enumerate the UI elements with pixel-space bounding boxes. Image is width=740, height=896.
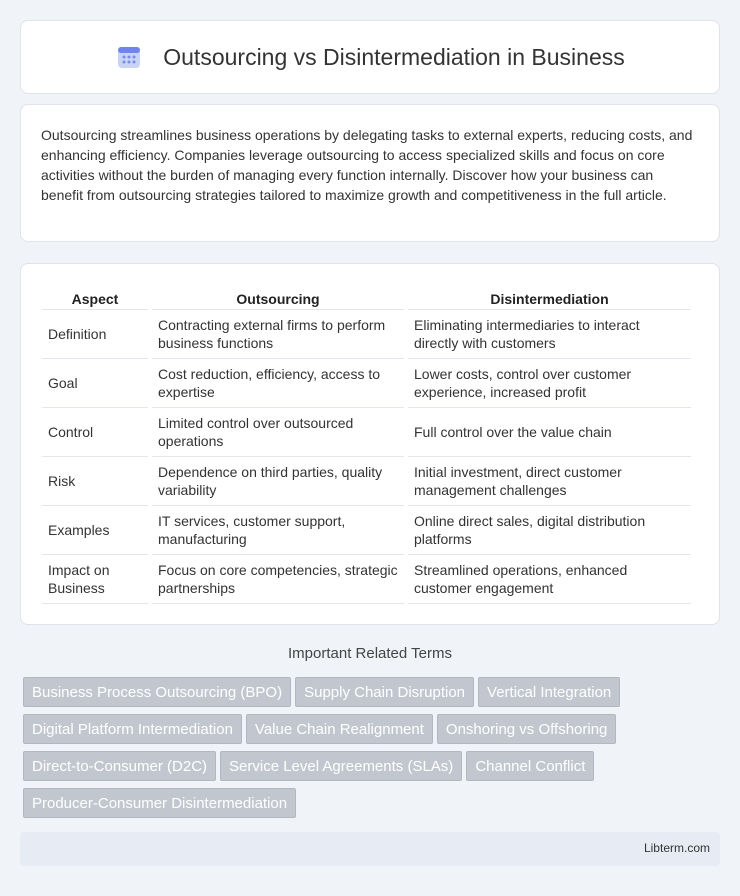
table-row [42, 310, 691, 359]
row-aspect: Goal [42, 359, 148, 408]
row-aspect: Examples [42, 506, 148, 555]
intro-card [20, 104, 720, 242]
calendar-icon [115, 43, 143, 71]
row-outsourcing: Focus on core competencies, strategic partnerships [152, 555, 404, 604]
footer-site-link[interactable]: Libterm.com [643, 841, 710, 855]
row-disintermediation: Eliminating intermediaries to interact directly with customers [408, 310, 691, 359]
row-outsourcing: Dependence on third parties, quality variability [152, 457, 404, 506]
related-term-tag[interactable]: Digital Platform Intermediation [23, 714, 242, 744]
related-term-tag[interactable]: Business Process Outsourcing (BPO) [23, 677, 291, 707]
row-disintermediation: Lower costs, control over customer experience, increased profit [408, 359, 691, 408]
related-term-tag[interactable]: Channel Conflict [466, 751, 594, 781]
related-terms-title: Important Related Terms [288, 645, 452, 662]
header-aspect: Aspect [42, 284, 148, 310]
table-row [42, 555, 691, 604]
row-aspect: Control [42, 408, 148, 457]
comparison-card [20, 263, 720, 625]
table-row [42, 359, 691, 408]
table-header-row [42, 284, 691, 310]
table-row [42, 457, 691, 506]
header-outsourcing: Outsourcing [152, 284, 404, 310]
related-term-tag[interactable]: Service Level Agreements (SLAs) [220, 751, 462, 781]
related-term-tag[interactable]: Supply Chain Disruption [295, 677, 474, 707]
row-outsourcing: Cost reduction, efficiency, access to expertise [152, 359, 404, 408]
related-term-tag[interactable]: Producer-Consumer Disintermediation [23, 788, 296, 818]
row-outsourcing: IT services, customer support, manufacturing [152, 506, 404, 555]
table-row [42, 408, 691, 457]
row-disintermediation: Online direct sales, digital distribution platforms [408, 506, 691, 555]
table-row [42, 506, 691, 555]
related-term-tag[interactable]: Direct-to-Consumer (D2C) [23, 751, 216, 781]
row-outsourcing: Contracting external firms to perform business functions [152, 310, 404, 359]
related-term-tag[interactable]: Onshoring vs Offshoring [437, 714, 616, 744]
row-disintermediation: Streamlined operations, enhanced customer engagement [408, 555, 691, 604]
row-aspect: Impact on Business [42, 555, 148, 604]
intro-text: Outsourcing streamlines business operations by delegating tasks to external experts, reducing costs, and enhancing efficiency. Companies leverage outsourcing to access specialized skills and focus on core activities without the burden of managing every function internally. Discover how your business can benefit from outsourcing strategies tailored to maximize growth and competitiveness in the full article. [41, 127, 693, 203]
footer [20, 832, 720, 866]
row-aspect: Risk [42, 457, 148, 506]
row-disintermediation: Initial investment, direct customer management challenges [408, 457, 691, 506]
page-title: Outsourcing vs Disintermediation in Business [163, 43, 625, 70]
comparison-table [38, 284, 695, 604]
header-disintermediation: Disintermediation [408, 284, 691, 310]
row-aspect: Definition [42, 310, 148, 359]
header-card [20, 20, 720, 94]
row-outsourcing: Limited control over outsourced operations [152, 408, 404, 457]
related-term-tag[interactable]: Vertical Integration [478, 677, 620, 707]
row-disintermediation: Full control over the value chain [408, 408, 691, 457]
related-terms-list [23, 677, 723, 825]
related-term-tag[interactable]: Value Chain Realignment [246, 714, 433, 744]
